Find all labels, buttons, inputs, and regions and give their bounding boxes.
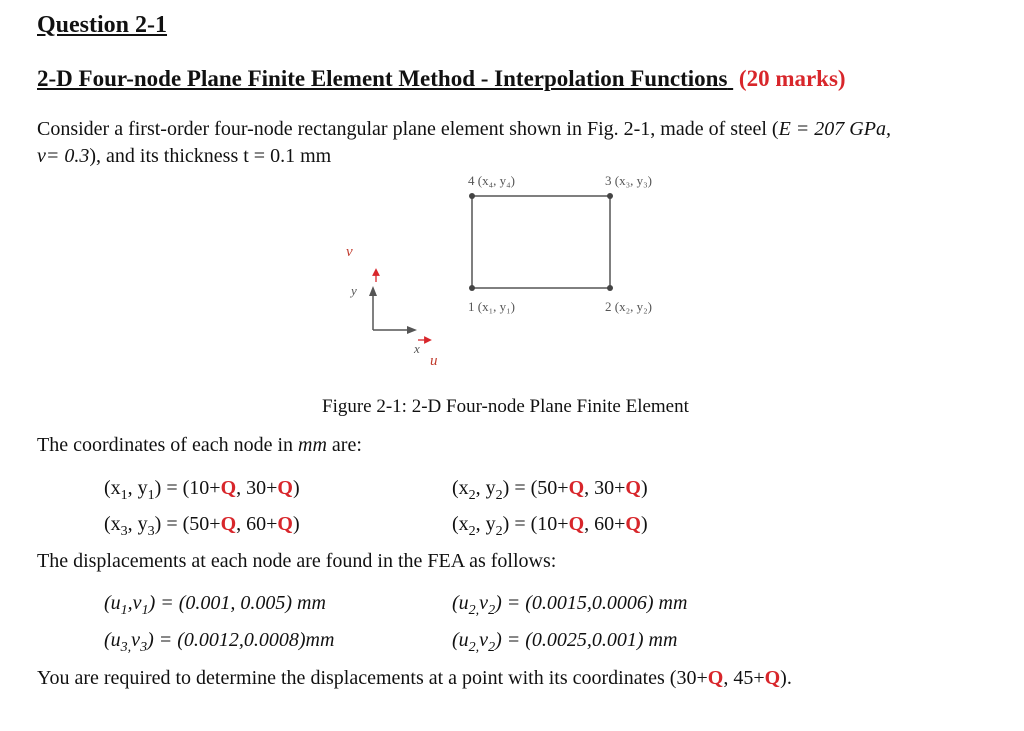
node-2-point bbox=[607, 285, 613, 291]
youngs-modulus: E = 207 GPa, bbox=[778, 118, 891, 140]
x-axis-arrowhead bbox=[407, 326, 417, 334]
intro-text-a: Consider a first-order four-node rectangular plane element shown in Fig. 2-1, made of steel ( bbox=[37, 118, 779, 140]
figure-caption: Figure 2-1: 2-D Four-node Plane Finite Element bbox=[322, 396, 689, 417]
coords-intro bbox=[37, 434, 362, 457]
question-title: Question 2-1 bbox=[37, 12, 168, 38]
x-label: x bbox=[414, 341, 420, 356]
section-title-text: 2-D Four-node Plane Finite Element Method - Interpolation Functions bbox=[37, 66, 728, 91]
node-4-point bbox=[469, 193, 475, 199]
coord-node-2: ($x_2$, $y_2) = (50+Q$, 30+Q) bbox=[452, 477, 648, 503]
element-figure bbox=[330, 168, 730, 383]
node-3-point bbox=[607, 193, 613, 199]
poisson-ratio: v= 0.3 bbox=[37, 145, 90, 167]
intro-line-2 bbox=[37, 145, 331, 168]
node-4-label: 4 (x₄, y₄) bbox=[468, 173, 515, 188]
section-title bbox=[37, 66, 846, 92]
element-rectangle bbox=[472, 196, 610, 288]
coords-intro-b: are: bbox=[326, 434, 362, 456]
y-label: y bbox=[351, 283, 357, 298]
node-1-label: 1 (x₁, y₁) bbox=[468, 299, 515, 314]
coord-node-4: ($x_2$, $y_2) = (10+Q$, 60+Q) bbox=[452, 513, 648, 539]
disp-node-3: $(u_{3,}v_3) = (0.0012,0.0008)mm$ bbox=[104, 629, 335, 655]
v-label: v bbox=[346, 244, 353, 260]
coords-intro-a: The coordinates of each node in bbox=[37, 434, 299, 456]
disp-node-2: $(u_{2,}v_2) = (0.0015,0.0006)$ mm bbox=[452, 592, 688, 618]
node-1-point bbox=[469, 285, 475, 291]
y-axis-arrowhead bbox=[369, 286, 377, 296]
disp-node-4: $(u_{2,}v_2) = (0.0025,0.001)$ mm bbox=[452, 629, 678, 655]
coord-node-1: ($x_1$, $y_1) = (10+Q$, 30+Q) bbox=[104, 477, 300, 503]
intro-line-1 bbox=[37, 118, 891, 141]
u-label: u bbox=[430, 353, 438, 369]
coords-intro-unit: mm bbox=[298, 434, 327, 456]
task-statement: You are required to determine the displacements at a point with its coordinates (30+Q, 45+Q). bbox=[37, 667, 792, 689]
node-3-label: 3 (x₃, y₃) bbox=[605, 173, 652, 188]
marks-label: (20 marks) bbox=[738, 66, 846, 91]
intro-text-b: ), and its thickness t = 0.1 mm bbox=[89, 145, 332, 167]
displacements-intro: The displacements at each node are found in the FEA as follows: bbox=[37, 550, 557, 572]
coord-node-3: ($x_3$, $y_3) = (50+Q$, 60+Q) bbox=[104, 513, 300, 539]
disp-node-1: $(u_1,v_1) = (0.001$, 0.005) mm bbox=[104, 592, 326, 618]
node-2-label: 2 (x₂, y₂) bbox=[605, 299, 652, 314]
